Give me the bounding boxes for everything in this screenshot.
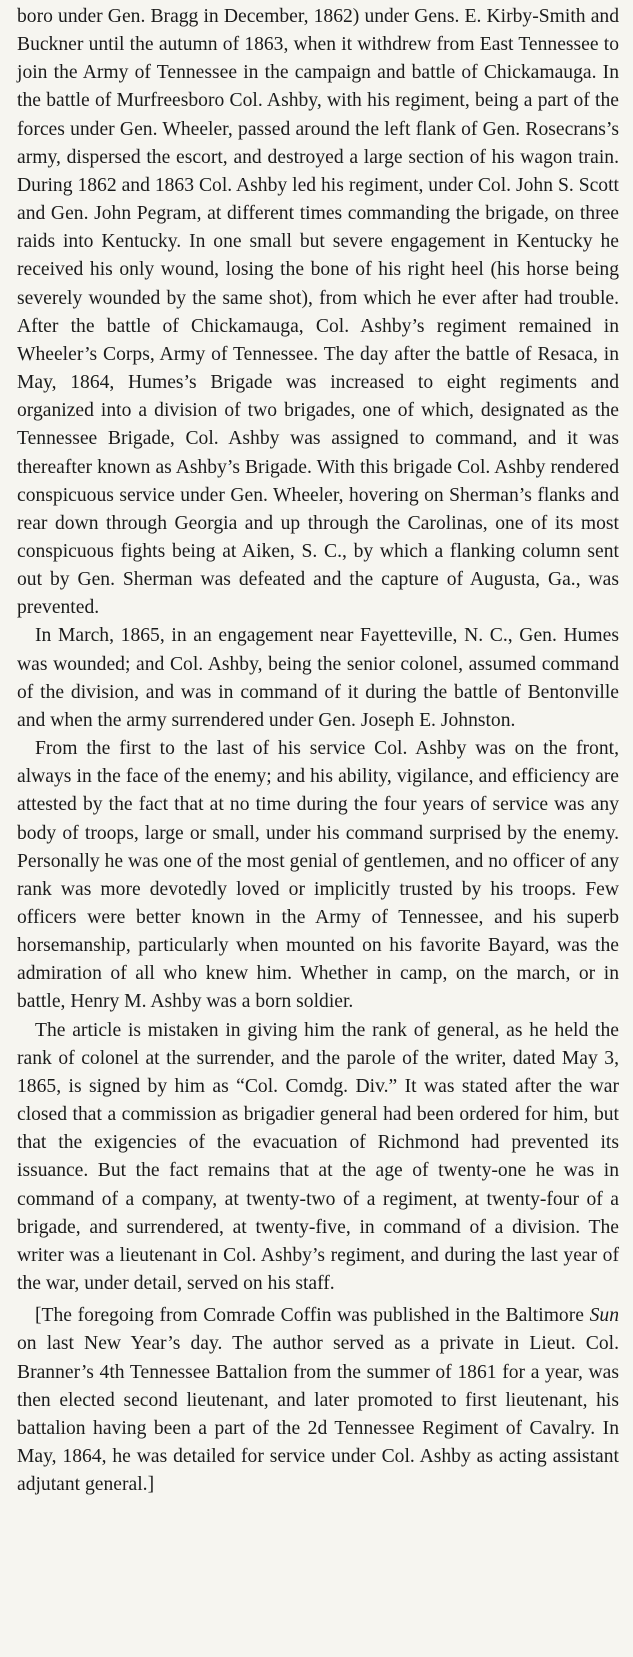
paragraph-character [17, 735, 619, 1017]
paragraph-rank-correction [17, 1017, 619, 1299]
paragraph-editor-note [17, 1302, 619, 1499]
newspaper-name: Sun [589, 1305, 619, 1327]
paragraph-ashby-service [17, 3, 619, 622]
text-segment: From the first to the last of his service Col. Ashby was on the front, always in the face of the enemy; and his ability, vigilance, and efficiency are attested by the fact that at no time during the four years of service was any body of troops, large or small, under his command surprised by the enemy. Personally he was one of the most genial of gentlemen, and no officer of any rank was more devotedly loved or implicitly trusted by his troops. Few officers were better known in the Army of Tennessee, and his superb horsemanship, particularly when mounted on his favorite Bayard, was the admiration of all who knew him. Whether in camp, on the march, or in battle, Henry M. Ashby was a born soldier. [17, 738, 619, 1013]
text-segment: [The foregoing from Comrade Coffin was published in the Baltimore [35, 1305, 590, 1327]
text-segment: on last New Year’s day. The author served as a private in Lieut. Col. Branner’s 4th Tennessee Battalion from the summer of 1861 for a year, was then elected second lieutenant, and later promoted to first lieutenant, his battalion having been a part of the 2d Tennessee Regiment of Cavalry. In May, 1864, he was detailed for service under Col. Ashby as acting assistant adjutant general.] [17, 1333, 619, 1496]
text-segment: boro under Gen. Bragg in December, 1862) under Gens. E. Kirby-Smith and Buckner until the autumn of 1863, when it withdrew from East Tennessee to join the Army of Tennessee in the campaign and battle of Chickamauga. In the battle of Murfreesboro Col. Ashby, with his regiment, being a part of the forces under Gen. Wheeler, passed around the left flank of Gen. Rosecrans’s army, dispersed the escort, and destroyed a large section of his wagon train. During 1862 and 1863 Col. Ashby led his regiment, under Col. John S. Scott and Gen. John Pegram, at different times commanding the brigade, on three raids into Kentucky. In one small but severe engagement in Kentucky he received his only wound, losing the bone of his right heel (his horse being severely wounded by the same shot), from which he ever after had trouble. After the battle of Chickamauga, Col. Ashby’s regiment remained in Wheeler’s Corps, Army of Tennessee. The day after the battle of Resaca, in May, 1864, Humes’s Brigade was increased to eight regiments and organized into a division of two brigades, one of which, designated as the Tennessee Brigade, Col. Ashby was assigned to command, and it was thereafter known as Ashby’s Brigade. With this brigade Col. Ashby rendered conspicuous service under Gen. Wheeler, hovering on Sherman’s flanks and rear down through Georgia and up through the Carolinas, one of its most conspicuous fights being at Aiken, S. C., by which a flanking column sent out by Gen. Sherman was defeated and the capture of Augusta, Ga., was prevented. [17, 6, 619, 619]
paragraph-fayetteville [17, 622, 619, 735]
text-segment: In March, 1865, in an engagement near Fayetteville, N. C., Gen. Humes was wounded; and Col. Ashby, being the senior colonel, assumed command of the division, and was in command of it during the battle of Bentonville and when the army surrendered under Gen. Joseph E. Johnston. [17, 625, 619, 731]
text-segment: The article is mistaken in giving him the rank of general, as he held the rank of colonel at the surrender, and the parole of the writer, dated May 3, 1865, is signed by him as “Col. Comdg. Div.” It was stated after the war closed that a commission as brigadier general had been ordered for him, but that the exigencies of the evacuation of Richmond had prevented its issuance. But the fact remains that at the age of twenty-one he was in command of a company, at twenty-two of a regiment, at twenty-four of a brigade, and surrendered, at twenty-five, in command of a division. The writer was a lieutenant in Col. Ashby’s regiment, and during the last year of the war, under detail, served on his staff. [17, 1019, 619, 1295]
